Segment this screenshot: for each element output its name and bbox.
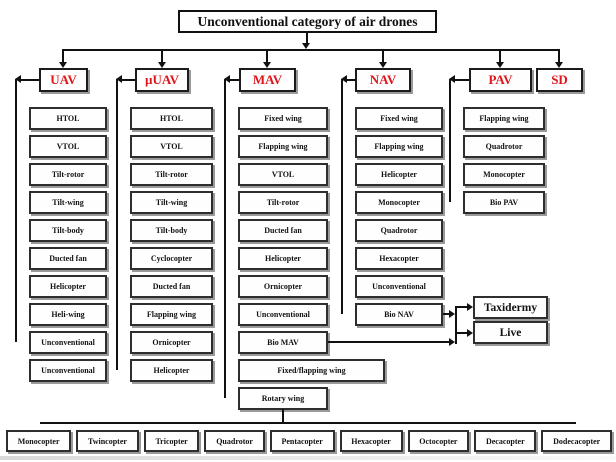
connector-line (347, 79, 355, 81)
connector-line (306, 33, 308, 43)
tree-node: Heli-wing (29, 303, 107, 326)
tree-node: Fixed wing (355, 107, 443, 130)
bio-branch-spine (455, 306, 457, 344)
tree-node: Tilt-body (29, 219, 107, 242)
tree-node: Ornicopter (130, 331, 213, 354)
mav-children-column (238, 107, 346, 415)
tree-node: Quadrotor (463, 135, 545, 158)
rotor-count-node: Hexacopter (340, 430, 403, 452)
tree-node: Tilt-rotor (238, 191, 328, 214)
tree-node: Ducted fan (29, 247, 107, 270)
tree-node-taxidermy: Taxidermy (473, 296, 548, 319)
tree-node: Fixed wing (238, 107, 328, 130)
tree-node: Helicopter (238, 247, 328, 270)
tree-node: Ornicopter (238, 275, 328, 298)
tree-node: Unconventional (29, 331, 107, 354)
spine-pav (449, 79, 451, 202)
tree-node-shared-unconventional: Unconventional (29, 359, 107, 382)
tree-node: Monocopter (463, 163, 545, 186)
spine-muav (116, 79, 118, 370)
connector-line (455, 79, 469, 81)
tree-node: Bio MAV (238, 331, 328, 354)
rotor-count-node: Decacopter (474, 430, 536, 452)
rotor-count-node: Pentacopter (270, 430, 335, 452)
tree-node: Flapping wing (355, 135, 443, 158)
tree-node: Quadrotor (355, 219, 443, 242)
connector-line (457, 306, 467, 308)
tree-node: Tilt-rotor (29, 163, 107, 186)
tree-node: Cyclocopter (130, 247, 213, 270)
tree-node: HTOL (130, 107, 213, 130)
tree-node: Unconventional (355, 275, 443, 298)
tree-node: Flapping wing (238, 135, 328, 158)
connector-line (122, 79, 135, 81)
tree-node: Unconventional (238, 303, 328, 326)
pav-children-column (463, 107, 545, 219)
rotary-wing-drop (282, 409, 284, 423)
category-box-pav: PAV (469, 68, 532, 92)
tree-node: VTOL (238, 163, 328, 186)
rotor-count-node: Twincopter (76, 430, 138, 452)
category-box-nav: NAV (355, 68, 411, 92)
tree-node: Monocopter (355, 191, 443, 214)
rotor-count-node: Monocopter (6, 430, 71, 452)
rotor-count-node: Dodecacopter (541, 430, 612, 452)
tree-node: Rotary wing (238, 387, 328, 410)
tree-node: Helicopter (355, 163, 443, 186)
tree-node: HTOL (29, 107, 107, 130)
tree-node: Ducted fan (130, 275, 213, 298)
nav-children-column (355, 107, 443, 331)
tree-node: Ducted fan (238, 219, 328, 242)
tree-node-live: Live (473, 321, 548, 344)
scan-artifact (0, 456, 616, 460)
category-box-uav: UAV (39, 68, 88, 92)
tree-node: Fixed/flapping wing (238, 359, 385, 382)
muav-children-column (130, 107, 213, 387)
category-box-sd: SD (536, 68, 583, 92)
tree-node: VTOL (29, 135, 107, 158)
tree-node: Hexacopter (355, 247, 443, 270)
rotor-count-node: Tricopter (144, 430, 200, 452)
tree-node: Tilt-rotor (130, 163, 213, 186)
bottom-distribution-line (40, 422, 576, 424)
connector-line (457, 332, 467, 334)
rotor-count-row (6, 430, 612, 452)
connector-line (230, 79, 239, 81)
uav-children-column (29, 107, 107, 359)
tree-node: Tilt-wing (130, 191, 213, 214)
tree-node: Helicopter (130, 359, 213, 382)
connector-line (21, 79, 39, 81)
category-box-muav: µUAV (135, 68, 189, 92)
tree-node: Tilt-body (130, 219, 213, 242)
spine-nav (341, 79, 343, 314)
rotor-count-node: Octocopter (408, 430, 470, 452)
category-box-mav: MAV (239, 68, 296, 92)
tree-node: Flapping wing (130, 303, 213, 326)
spine-mav (224, 79, 226, 398)
bio-mav-connector (328, 341, 449, 343)
tree-node: Bio NAV (355, 303, 443, 326)
tree-node: Tilt-wing (29, 191, 107, 214)
rotor-count-node: Quadrotor (204, 430, 264, 452)
spine-uav (15, 79, 17, 342)
tree-node: Bio PAV (463, 191, 545, 214)
diagram-title: Unconventional category of air drones (178, 10, 437, 33)
tree-node: Flapping wing (463, 107, 545, 130)
tree-node: Helicopter (29, 275, 107, 298)
tree-node: VTOL (130, 135, 213, 158)
connector-line (62, 49, 560, 51)
